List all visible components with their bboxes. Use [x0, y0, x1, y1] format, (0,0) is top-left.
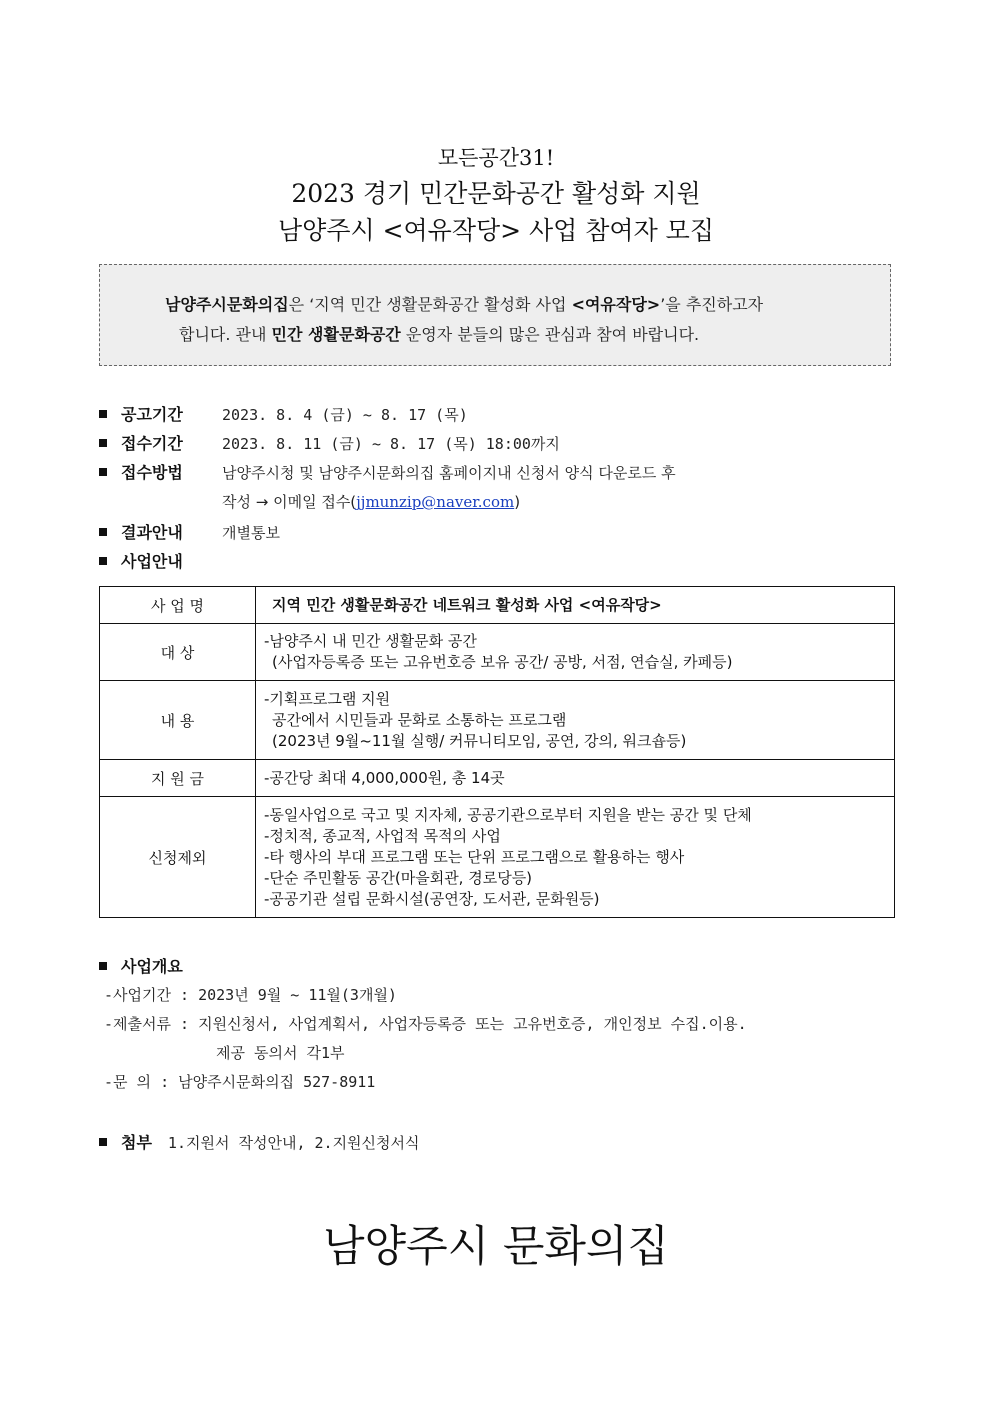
exclude-line: -타 행사의 부대 프로그램 또는 단위 프로그램으로 활용하는 행사 — [264, 847, 685, 866]
exclude-line: -공공기관 설립 문화시설(공연장, 도서관, 문화원등) — [264, 889, 600, 908]
intro-highlight: 민간 생활문화공간 — [271, 325, 401, 344]
fund-value: -공간당 최대 4,000,000원, 총 14곳 — [256, 760, 895, 797]
bullet-icon — [99, 962, 107, 970]
bullet-icon — [99, 557, 107, 565]
method-line-1: 남양주시청 및 남양주시문화의집 홈페이지내 신청서 양식 다운로드 후 — [222, 464, 676, 482]
method-line-2 — [222, 491, 520, 512]
business-label: 사업안내 — [121, 552, 183, 571]
bullet-icon — [99, 468, 107, 476]
table-row — [100, 681, 895, 760]
signature: 남양주시 문화의집 — [323, 1222, 669, 1272]
business-table — [99, 586, 895, 918]
info-notice-period — [99, 402, 468, 425]
title-line-3: 남양주시 <여유작당> 사업 참여자 모집 — [278, 216, 714, 245]
table-row — [100, 797, 895, 918]
content-value — [256, 681, 895, 760]
title-line-1: 모든공간31! — [437, 146, 555, 170]
method-line-2-suffix: ) — [514, 493, 521, 511]
notice-label: 공고기간 — [121, 405, 183, 424]
attachment-value: 1.지원서 작성안내, 2.지원신청서식 — [167, 1134, 420, 1152]
info-receipt-period — [99, 431, 560, 454]
intro-text-b: ’을 추진하고자 — [660, 295, 764, 314]
intro-text-d: 운영자 분들의 많은 관심과 참여 바랍니다. — [400, 325, 700, 344]
content-line: (2023년 9월~11월 실행/ 커뮤니티모임, 공연, 강의, 워크숍등) — [272, 731, 687, 750]
intro-text-c: 합니다. 관내 — [179, 325, 272, 344]
content-label: 내 용 — [100, 681, 256, 760]
name-label: 사 업 명 — [100, 587, 256, 624]
table-row — [100, 624, 895, 681]
target-label: 대 상 — [100, 624, 256, 681]
intro-org: 남양주시문화의집 — [165, 295, 289, 314]
exclude-line: -동일사업으로 국고 및 지자체, 공공기관으로부터 지원을 받는 공간 및 단체 — [264, 805, 752, 824]
bullet-icon — [99, 410, 107, 418]
info-result — [99, 520, 280, 543]
overview-docs-line-2: 제공 동의서 각1부 — [216, 1044, 345, 1062]
exclude-line: -단순 주민활동 공간(마을회관, 경로당등) — [264, 868, 533, 887]
bullet-icon — [99, 439, 107, 447]
table-row — [100, 760, 895, 797]
exclude-line: -정치적, 종교적, 사업적 목적의 사업 — [264, 826, 501, 845]
content-line: -기획프로그램 지원 — [264, 689, 391, 708]
attachment-label: 첨부 — [121, 1133, 152, 1152]
target-line: -남양주시 내 민간 생활문화 공간 — [264, 632, 477, 650]
fund-label: 지 원 금 — [100, 760, 256, 797]
email-link[interactable]: jjmunzip@naver.com — [356, 493, 515, 511]
intro-line-1 — [165, 292, 763, 315]
title-line-2: 2023 경기 민간문화공간 활성화 지원 — [291, 179, 701, 208]
result-label: 결과안내 — [121, 523, 183, 542]
overview-period: -사업기간 : 2023년 9월 ~ 11월(3개월) — [104, 986, 397, 1004]
attachment-row — [99, 1130, 420, 1153]
result-value: 개별통보 — [222, 524, 280, 542]
receipt-label: 접수기간 — [121, 434, 183, 453]
bullet-icon — [99, 528, 107, 536]
overview-docs-line-1: -제출서류 : 지원신청서, 사업계획서, 사업자등록증 또는 고유번호증, 개인정보 수집.이용. — [104, 1015, 747, 1033]
name-value: 지역 민간 생활문화공간 네트워크 활성화 사업 <여유작당> — [256, 587, 895, 624]
target-value — [256, 624, 895, 681]
receipt-value: 2023. 8. 11 (금) ~ 8. 17 (목) 18:00까지 — [222, 435, 560, 453]
bullet-icon — [99, 1138, 107, 1146]
intro-project: <여유작당> — [571, 295, 661, 314]
overview-heading — [99, 954, 222, 977]
method-label: 접수방법 — [121, 463, 183, 482]
target-line: (사업자등록증 또는 고유번호증 보유 공간/ 공방, 서점, 연습실, 카페등) — [272, 653, 733, 671]
method-line-2-prefix: 작성 → 이메일 접수( — [222, 493, 357, 511]
exclude-value — [256, 797, 895, 918]
exclude-label: 신청제외 — [100, 797, 256, 918]
notice-value: 2023. 8. 4 (금) ~ 8. 17 (목) — [222, 406, 468, 424]
intro-text-a: 은 ‘지역 민간 생활문화공간 활성화 사업 — [288, 295, 572, 314]
info-business — [99, 549, 222, 572]
overview-label: 사업개요 — [121, 957, 183, 976]
overview-contact: -문 의 : 남양주시문화의집 527-8911 — [104, 1073, 376, 1091]
intro-box — [99, 264, 891, 366]
info-method — [99, 460, 676, 483]
content-line: 공간에서 시민들과 문화로 소통하는 프로그램 — [272, 710, 567, 729]
table-row — [100, 587, 895, 624]
intro-line-2 — [179, 322, 699, 345]
